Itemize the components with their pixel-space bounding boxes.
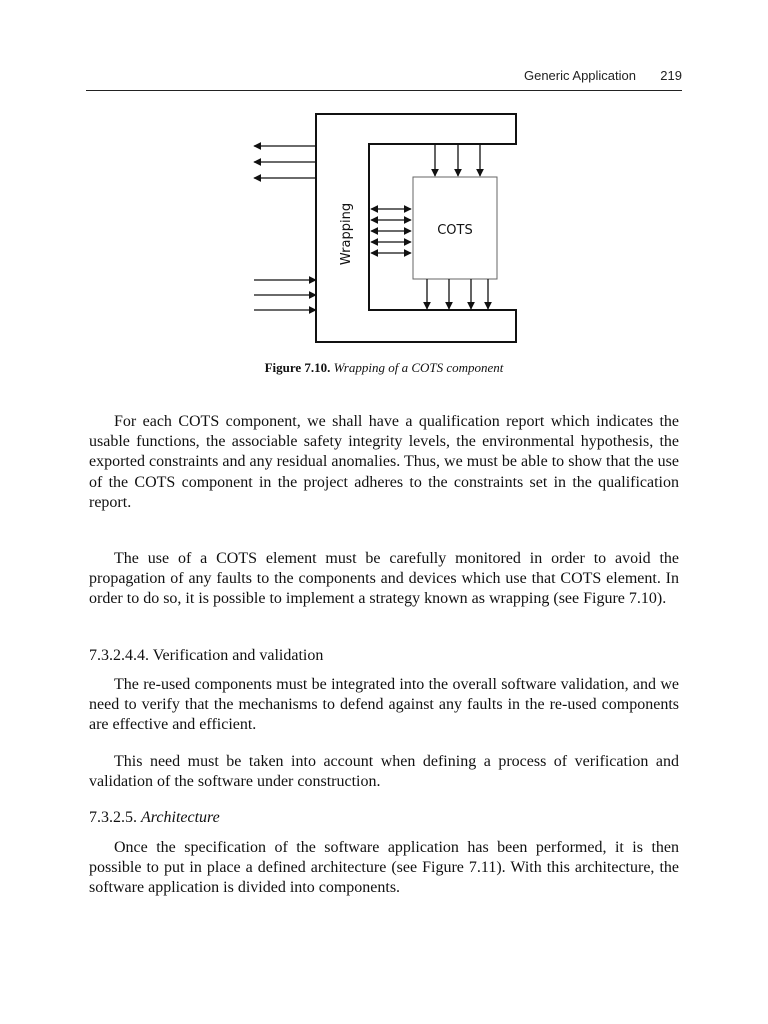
- paragraph: Once the specification of the software application has been performed, it is then possible to put in place a defined architecture (see Figure 7.11). With this architecture, the software application is divided into components.: [89, 839, 679, 897]
- section-title: Architecture: [141, 809, 220, 826]
- component-label: COTS: [437, 223, 473, 238]
- wrapping-figure: [238, 106, 538, 352]
- page-number: 219: [660, 68, 682, 83]
- wrapping-diagram: [238, 106, 538, 352]
- section-number: 7.3.2.4.4.: [89, 647, 149, 664]
- running-header: [86, 66, 682, 91]
- section-heading: [89, 809, 679, 827]
- paragraph: For each COTS component, we shall have a qualification report which indicates the usable functions, the associable safety integrity levels, the environmental hypothesis, the exported constraints and any residual anomalies. Thus, we must be able to show that the use of the COTS component in the project adheres to the constraints set in the qualification report.: [89, 413, 679, 511]
- section-title: Verification and validation: [152, 647, 324, 664]
- paragraph: The use of a COTS element must be carefully monitored in order to avoid the propagation of any faults to the components and devices which use that COTS element. In order to do so, it is possible to implement a strategy known as wrapping (see Figure 7.10).: [89, 550, 679, 608]
- paragraph: This need must be taken into account when defining a process of verification and validation of the software under construction.: [89, 753, 679, 791]
- wrapper-label: Wrapping: [339, 202, 354, 266]
- incoming-arrows: [254, 280, 316, 310]
- section-heading: [89, 647, 679, 665]
- top-arrows: [435, 144, 480, 176]
- figure-caption: [0, 360, 768, 376]
- interface-arrows: [371, 209, 411, 253]
- outgoing-arrows: [254, 146, 316, 178]
- section-number: 7.3.2.5.: [89, 809, 137, 826]
- paragraph: The re-used components must be integrated into the overall software validation, and we need to verify that the mechanisms to defend against any faults in the re-used components are effective and efficient.: [89, 676, 679, 734]
- figure-caption-label: Figure 7.10.: [264, 360, 331, 375]
- figure-caption-text: Wrapping of a COTS component: [333, 360, 504, 375]
- running-header-title: Generic Application: [523, 68, 636, 83]
- bottom-arrows: [427, 279, 488, 309]
